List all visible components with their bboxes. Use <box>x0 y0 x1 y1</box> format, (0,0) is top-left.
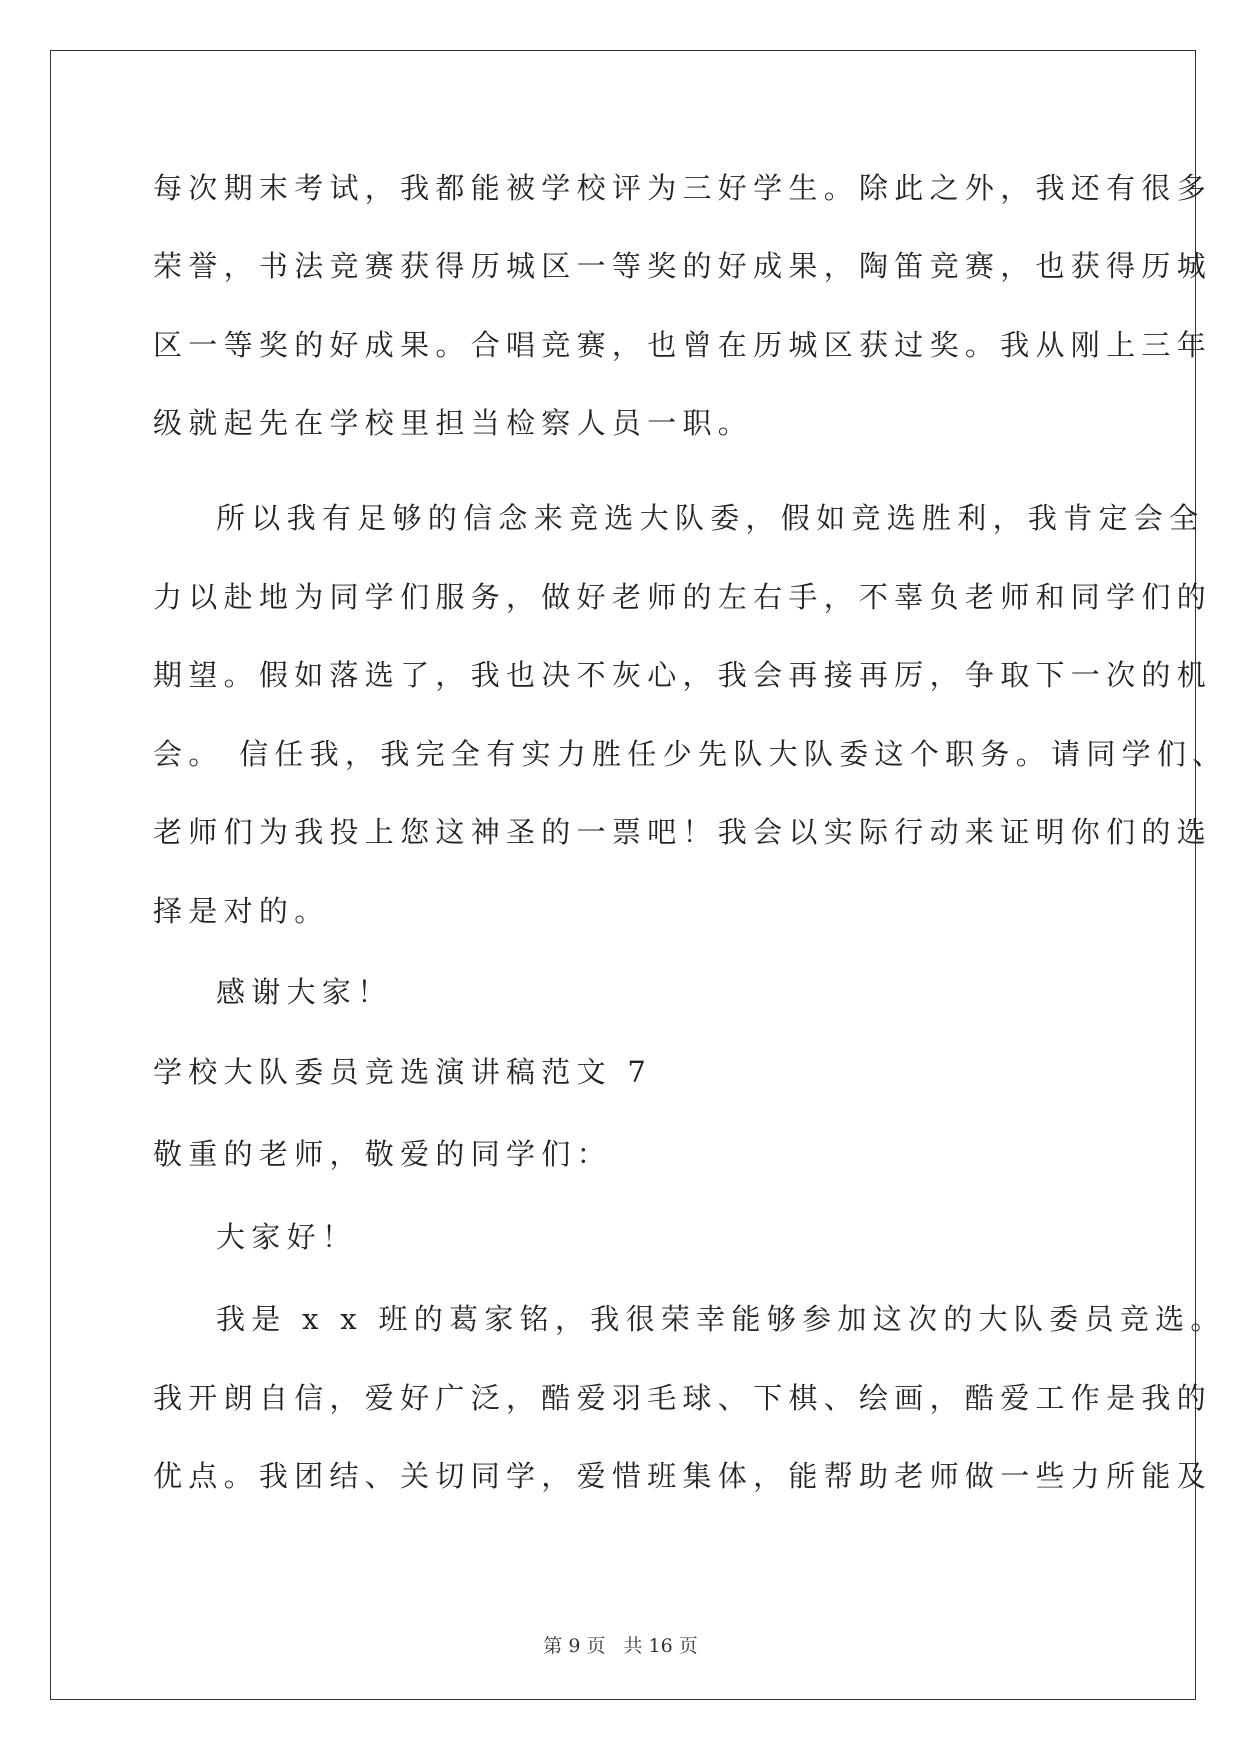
salutation: 敬重的老师，敬爱的同学们： <box>153 1137 612 1171</box>
body-line: 择是对的。 <box>153 894 330 928</box>
body-line: 所以我有足够的信念来竞选大队委，假如竞选胜利，我肯定会全 <box>216 501 1205 535</box>
body-line: 力以赴地为同学们服务，做好老师的左右手，不辜负老师和同学们的 <box>153 580 1213 614</box>
body-line: 每次期末考试，我都能被学校评为三好学生。除此之外，我还有很多 <box>153 171 1213 205</box>
total-pages: 共 16 页 <box>623 1635 698 1657</box>
greeting: 大家好！ <box>216 1220 358 1254</box>
body-line: 我是 x x 班的葛家铭，我很荣幸能够参加这次的大队委员竞选。 <box>216 1302 1226 1336</box>
body-line: 我开朗自信，爱好广泛，酷爱羽毛球、下棋、绘画，酷爱工作是我的 <box>153 1381 1213 1415</box>
current-page-number: 第 9 页 <box>543 1635 606 1657</box>
body-line: 老师们为我投上您这神圣的一票吧！我会以实际行动来证明你们的选 <box>153 815 1213 849</box>
body-line: 会。 信任我，我完全有实力胜任少先队大队委这个职务。请同学们、 <box>153 737 1228 771</box>
page-frame <box>50 50 1196 1700</box>
body-line: 荣誉，书法竞赛获得历城区一等奖的好成果，陶笛竞赛，也获得历城 <box>153 249 1213 283</box>
body-line: 级就起先在学校里担当检察人员一职。 <box>153 406 754 440</box>
section-heading: 学校大队委员竞选演讲稿范文 7 <box>153 1055 653 1089</box>
body-line: 期望。假如落选了，我也决不灰心，我会再接再厉，争取下一次的机 <box>153 658 1213 692</box>
closing-line: 感谢大家！ <box>216 975 393 1009</box>
body-line: 区一等奖的好成果。合唱竞赛，也曾在历城区获过奖。我从刚上三年 <box>153 328 1213 362</box>
body-line: 优点。我团结、关切同学，爱惜班集体，能帮助老师做一些力所能及 <box>153 1459 1213 1493</box>
page-footer <box>0 1634 1241 1658</box>
